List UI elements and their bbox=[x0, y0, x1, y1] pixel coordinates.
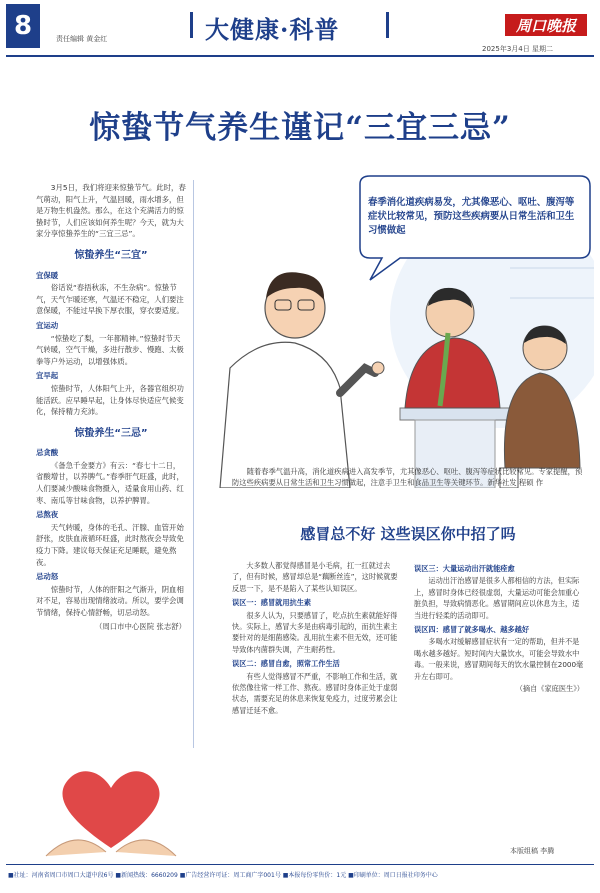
ji-item-text: 天气转暖，身体的毛孔、汗腺、血管开始舒张，皮肤血液循环旺盛，此时熬夜会导致免疫力下降。建议每天保证充足睡眠，避免熬夜。 bbox=[36, 522, 184, 567]
article2-headline: 感冒总不好 这些误区你中招了吗 bbox=[300, 525, 516, 543]
mistake-title: 误区四：感冒了就多喝水、越多越好 bbox=[414, 625, 530, 635]
mistake-title: 误区二：感冒自愈，照常工作生活 bbox=[232, 659, 340, 669]
ji-item-title: 忌动怒 bbox=[36, 572, 59, 582]
column-divider bbox=[193, 180, 194, 748]
footer-info: ■社址：河南省周口市周口大道中段6号 ■新闻热线：6660209 ■广告经营许可证：周工商广字001号 ■本报每份零售价：1元 ■印刷单位：周口日报社印务中心 bbox=[8, 872, 438, 879]
yi-item-text: 俗话说“春捂秋冻，不生杂病”。惊蛰节气，天气乍暖还寒，气温还不稳定，人们要注意保暖，不能过早换下厚衣服，穿衣要适度。 bbox=[36, 283, 184, 316]
yi-item-title: 宜保暖 bbox=[36, 270, 59, 280]
yi-heading: 惊蛰养生“三宜” bbox=[74, 249, 148, 261]
mistake-text: 很多人认为，只要感冒了，吃点抗生素就能好得快。实际上，感冒大多是由病毒引起的，而抗生素主要针对的是细菌感染。乱用抗生素不但无效，还可能导致体内菌群失调，产生耐药性。 bbox=[232, 610, 398, 654]
illustration-caption bbox=[232, 466, 584, 488]
caption-text: 随着春季气温升高，消化道疾病进入高发季节，尤其像恶心、呕吐、腹泻等症状比较常见。专家提醒，预防这些疾病要从日常生活和卫生习惯做起，注意手卫生和食品卫生等关键环节。新华社发 程硕 作 bbox=[232, 467, 583, 487]
page-number: 8 bbox=[6, 4, 40, 48]
heart-hands-icon bbox=[36, 756, 186, 860]
page-byline: 本版组稿 李腾 bbox=[510, 847, 555, 855]
header-rule bbox=[6, 55, 594, 57]
yi-item-title: 宜早起 bbox=[36, 371, 59, 381]
article2-column-2 bbox=[414, 560, 584, 695]
mistake-text: 运动出汗治感冒是很多人都相信的方法，但实际上，感冒时身体已经很虚弱，大量运动可能会加重心脏负担，导致病情恶化。感冒期间应以休息为主，适当进行轻柔的活动即可。 bbox=[414, 576, 580, 620]
ji-item-title: 忌熬夜 bbox=[36, 510, 59, 520]
yi-item-text: 惊蛰时节，人体阳气上升，各器官组织功能活跃。应早睡早起，让身体尽快适应气候变化，保持精力充沛。 bbox=[36, 383, 184, 417]
section-divider-left bbox=[190, 12, 193, 38]
newspaper-brand-logo: 周口晚报 bbox=[505, 14, 587, 36]
mistake-title: 误区一：感冒就用抗生素 bbox=[232, 598, 312, 608]
mistake-text: 有些人觉得感冒不严重，不影响工作和生活，就依然像往常一样工作、熬夜。感冒时身体正处于虚弱状态，需要充足的休息来恢复免疫力，过度劳累会让感冒迁延不愈。 bbox=[232, 671, 398, 715]
ji-heading: 惊蛰养生“三忌” bbox=[74, 427, 148, 439]
article-intro: 3月5日，我们将迎来惊蛰节气。此时，春气萌动，阳气上升，气温回暖，雨水增多，但是万物生机盎然。那么，在这个充满活力的惊蛰时节，人们应该如何养生呢？今天，就为大家分享惊蛰养生的“三宜三忌”。 bbox=[36, 183, 186, 239]
ji-item-text: 惊蛰时节，人体的肝阳之气渐升，阴血相对不足，容易出现情绪波动。所以，要学会调节情绪，保持心情舒畅，切忌动怒。 bbox=[36, 584, 184, 617]
article2-source: （摘自《家庭医生》） bbox=[515, 684, 584, 694]
left-column-article bbox=[36, 182, 186, 634]
ji-item-text: 《备急千金要方》有云：“春七十二日，省酸增甘，以养脾气。”春季肝气旺盛，此时，人们要减少酸味食物摄入，适量食用山药、红枣、南瓜等甘味食物，以养护脾胃。 bbox=[36, 460, 184, 505]
article2-column-1 bbox=[232, 560, 402, 717]
speech-bubble-text: 春季消化道疾病易发，尤其像恶心、呕吐、腹泻等症状比较常见，预防这些疾病要从日常生活和卫生习惯做起 bbox=[368, 197, 575, 236]
section-title: 大健康·科普 bbox=[205, 15, 340, 44]
main-headline: 惊蛰节气养生谨记“三宜三忌” bbox=[89, 110, 511, 146]
yi-item-text: “惊蛰吃了梨，一年都精神。”惊蛰时节天气转暖，空气干燥，多进行散步、慢跑、太极拳等户外运动，以增强体质。 bbox=[36, 333, 184, 366]
yi-item-title: 宜运动 bbox=[36, 320, 59, 330]
footer-rule bbox=[6, 864, 594, 865]
editor-credit: 责任编辑 黄金红 bbox=[56, 35, 108, 43]
mistake-title: 误区三：大量运动出汗就能痊愈 bbox=[414, 564, 515, 573]
mistake-text: 多喝水对缓解感冒症状有一定的帮助，但并不是喝水越多越好。短时间内大量饮水，可能会导致水中毒。一般来说，感冒期间每天的饮水量控制在2000毫升左右即可。 bbox=[414, 637, 584, 681]
section-divider-right bbox=[386, 12, 389, 38]
ji-item-title: 忌贪酸 bbox=[36, 448, 59, 458]
article2-intro: 大多数人都觉得感冒是小毛病，扛一扛就过去了，但有时候，感冒却总是“藕断丝连”，这时候就要反思一下，是不是陷入了某些认知误区。 bbox=[232, 561, 398, 593]
article-source: （周口市中心医院 张志舒） bbox=[94, 621, 186, 631]
sink bbox=[400, 408, 510, 420]
issue-date: 2025年3月4日 星期二 bbox=[482, 45, 553, 53]
